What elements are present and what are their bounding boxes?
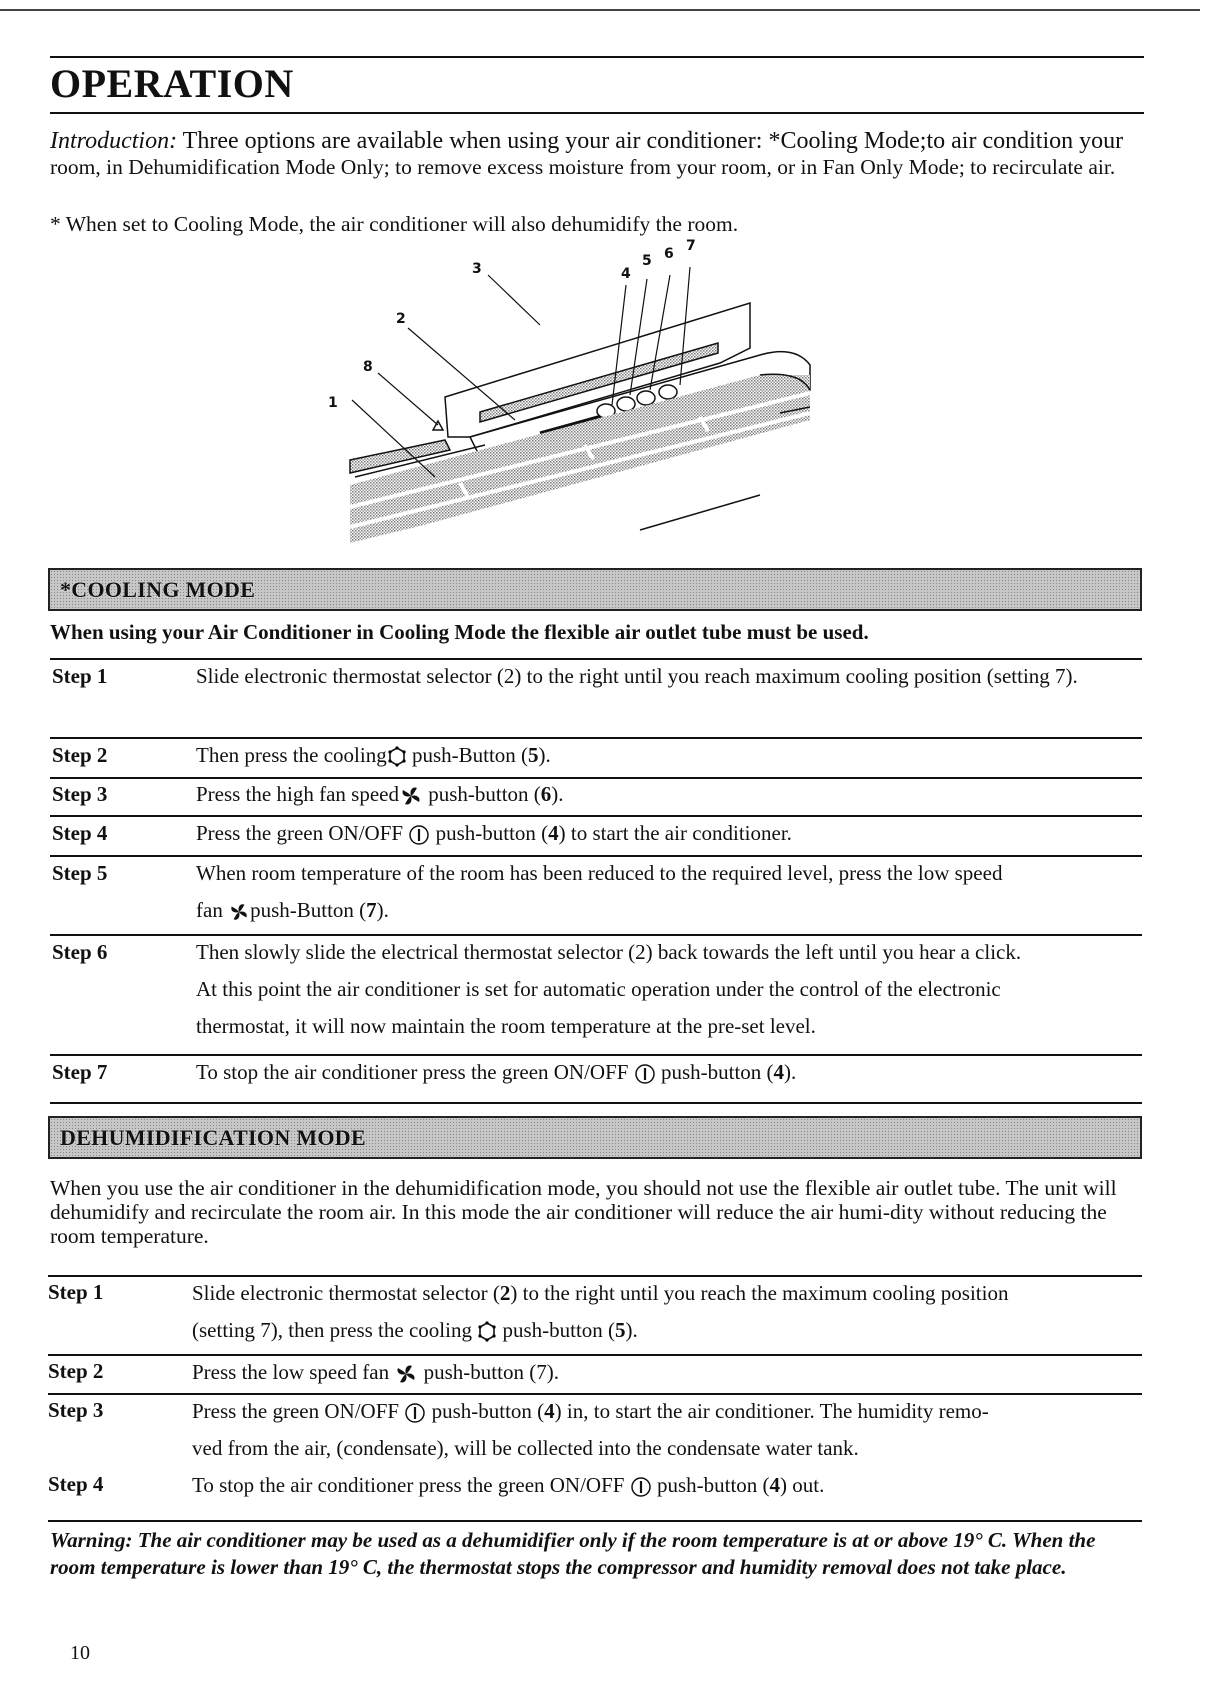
dehumid-step-1-label: Step 1 xyxy=(48,1280,104,1304)
top-page-rule xyxy=(0,9,1200,11)
dehumid-step-4-text xyxy=(192,1467,1144,1504)
step-text-post: push-button (7). xyxy=(418,1360,559,1384)
callout-6: 6 xyxy=(664,246,674,262)
step-text-end: ) to start the air conditioner. xyxy=(558,821,792,845)
callout-5: 5 xyxy=(642,253,652,269)
cooling-step-2-label: Step 2 xyxy=(52,743,108,767)
step-text-end: ) in, to start the air conditioner. The humidity remo- xyxy=(554,1399,989,1423)
warning-rule xyxy=(48,1520,1142,1522)
dehumid-step-3-label: Step 3 xyxy=(48,1398,104,1422)
cooling-step-5-text xyxy=(196,855,1144,929)
callout-3: 3 xyxy=(472,261,482,277)
dehumidification-mode-header-label: DEHUMIDIFICATION MODE xyxy=(60,1125,366,1150)
intro-text-rest: room, in Dehumidification Mode Only; to remove excess moisture from your room, or in Fan Only Mode; to recirculate air. xyxy=(50,155,1116,179)
dehumid-step-4-label: Step 4 xyxy=(48,1472,104,1496)
cooling-note: * When set to Cooling Mode, the air conditioner will also dehumidify the room. xyxy=(50,212,739,236)
cooling-step-1-label: Step 1 xyxy=(52,664,108,688)
step-text-post: push-button ( xyxy=(497,1318,616,1342)
cooling-step-3-label: Step 3 xyxy=(52,782,108,806)
step-text-pre: fan xyxy=(196,898,229,922)
cooling-step-3-text xyxy=(196,776,1144,813)
unit-body xyxy=(350,303,810,545)
step-text-line2: At this point the air conditioner is set for automatic operation under the control of the electronic xyxy=(196,977,1001,1001)
button-number: 5 xyxy=(528,743,539,767)
step-text-end: ). xyxy=(551,782,564,806)
button-number: 4 xyxy=(544,1399,555,1423)
snowflake-hexagon-icon xyxy=(477,1321,497,1343)
step-text-pre: Press the low speed fan xyxy=(192,1360,395,1384)
cooling-requirement: When using your Air Conditioner in Cooling Mode the flexible air outlet tube must be used. xyxy=(50,620,869,644)
introduction xyxy=(50,128,1145,180)
step-text-pre: Press the green ON/OFF xyxy=(196,821,409,845)
cooling-step-7-label: Step 7 xyxy=(52,1060,108,1084)
step-text-line2: ved from the air, (condensate), will be collected into the condensate water tank. xyxy=(192,1436,859,1460)
button-6 xyxy=(637,391,655,405)
cooling-step-4-label: Step 4 xyxy=(52,821,108,845)
step-text-end: ) out. xyxy=(780,1473,825,1497)
step-text-pre: To stop the air conditioner press the green ON/OFF xyxy=(196,1060,634,1084)
step-text-pre: Slide electronic thermostat selector ( xyxy=(192,1281,500,1305)
step-text-pre: Press the high fan speed xyxy=(196,782,399,806)
cooling-mode-header-label: *COOLING MODE xyxy=(60,577,256,602)
fan-icon xyxy=(399,785,423,807)
step-text-post: push-button ( xyxy=(651,1473,770,1497)
cooling-step-1-text: Slide electronic thermostat selector (2) to the right until you reach maximum cooling position (setting 7). xyxy=(196,664,1078,688)
title-rule-bottom xyxy=(50,112,1144,114)
snowflake-hexagon-icon xyxy=(387,746,407,768)
power-icon xyxy=(408,824,430,846)
page-number: 10 xyxy=(70,1642,90,1664)
dehumidification-description: When you use the air conditioner in the dehumidification mode, you should not use the flexible air outlet tube. The unit will dehumidify and recirculate the room air. In this mode the air conditioner will reduce the air humi-dity without reducing the room temperature. xyxy=(50,1176,1117,1248)
cooling-mode-header xyxy=(48,568,1142,611)
button-number: 7 xyxy=(366,898,377,922)
callout-2: 2 xyxy=(396,311,406,327)
step-text-line3: thermostat, it will now maintain the room temperature at the pre-set level. xyxy=(196,1014,816,1038)
step-text-post: push-button ( xyxy=(422,782,541,806)
step-text-end: ). xyxy=(625,1318,638,1342)
selector-number: 2 xyxy=(499,1281,511,1305)
dehumid-step-2-text xyxy=(192,1354,1144,1391)
fan-icon xyxy=(228,902,250,922)
callout-line-8 xyxy=(378,373,438,425)
step-text-post: push-button ( xyxy=(430,821,549,845)
button-number: 4 xyxy=(773,1060,785,1084)
section-rule xyxy=(50,1102,1142,1104)
step-text-pre: (setting 7), then press the cooling xyxy=(192,1318,478,1342)
button-number: 4 xyxy=(548,821,559,845)
step-text-end: ). xyxy=(376,898,389,922)
power-icon xyxy=(404,1402,426,1424)
warning-note: Warning: The air conditioner may be used as a dehumidifier only if the room temperature is at or above 19° C. When the room temperature is lower than 19° C, the thermostat stops the compressor and humidity removal does not take place. xyxy=(50,1528,1096,1579)
title-rule-top xyxy=(50,56,1144,58)
step-text-post: ) to the right until you reach the maximum cooling position xyxy=(510,1281,1009,1305)
cooling-step-5-label: Step 5 xyxy=(52,861,108,885)
step-text-line1: When room temperature of the room has been reduced to the required level, press the low speed xyxy=(196,861,1003,885)
button-number: 5 xyxy=(615,1318,626,1342)
callout-line-3 xyxy=(488,275,540,325)
intro-text: Three options are available when using your air conditioner: *Cooling Mode;to air condition your xyxy=(177,128,1124,154)
intro-lead: Introduction: xyxy=(50,128,178,154)
cooling-step-2-text xyxy=(196,737,1144,774)
cooling-step-7-text xyxy=(196,1054,1144,1091)
power-icon xyxy=(630,1476,652,1498)
cooling-step-6-label: Step 6 xyxy=(52,940,108,964)
step-text-post: push-button ( xyxy=(655,1060,774,1084)
cooling-step-4-text xyxy=(196,815,1144,852)
power-icon xyxy=(634,1063,656,1085)
dehumid-step-1-text xyxy=(192,1275,1144,1349)
button-number: 6 xyxy=(540,782,552,806)
air-conditioner-control-panel-diagram xyxy=(328,238,820,565)
step-text-line1: Then slowly slide the electrical thermostat selector (2) back towards the left until you hear a click. xyxy=(196,940,1022,964)
step-text-post: push-Button ( xyxy=(406,743,529,767)
dehumidification-mode-header xyxy=(48,1116,1142,1159)
callout-8: 8 xyxy=(363,359,373,375)
callout-4: 4 xyxy=(621,266,631,282)
button-7 xyxy=(659,385,677,399)
button-number: 4 xyxy=(769,1473,781,1497)
fan-icon xyxy=(394,1363,418,1385)
dehumid-step-2-label: Step 2 xyxy=(48,1359,104,1383)
step-text-post: push-Button ( xyxy=(250,898,367,922)
cooling-step-6-text xyxy=(196,934,1144,1045)
button-5 xyxy=(617,397,635,411)
step-text-end: ). xyxy=(784,1060,797,1084)
callout-7: 7 xyxy=(686,238,696,254)
step-text-post: push-button ( xyxy=(426,1399,545,1423)
callout-1: 1 xyxy=(328,395,338,411)
step-text-pre: Then press the cooling xyxy=(196,743,387,767)
step-text-pre: Press the green ON/OFF xyxy=(192,1399,405,1423)
dehumid-step-3-text xyxy=(192,1393,1144,1467)
step-text-end: ). xyxy=(538,743,551,767)
page-title: OPERATION xyxy=(50,61,294,106)
step-text-pre: To stop the air conditioner press the green ON/OFF xyxy=(192,1473,630,1497)
